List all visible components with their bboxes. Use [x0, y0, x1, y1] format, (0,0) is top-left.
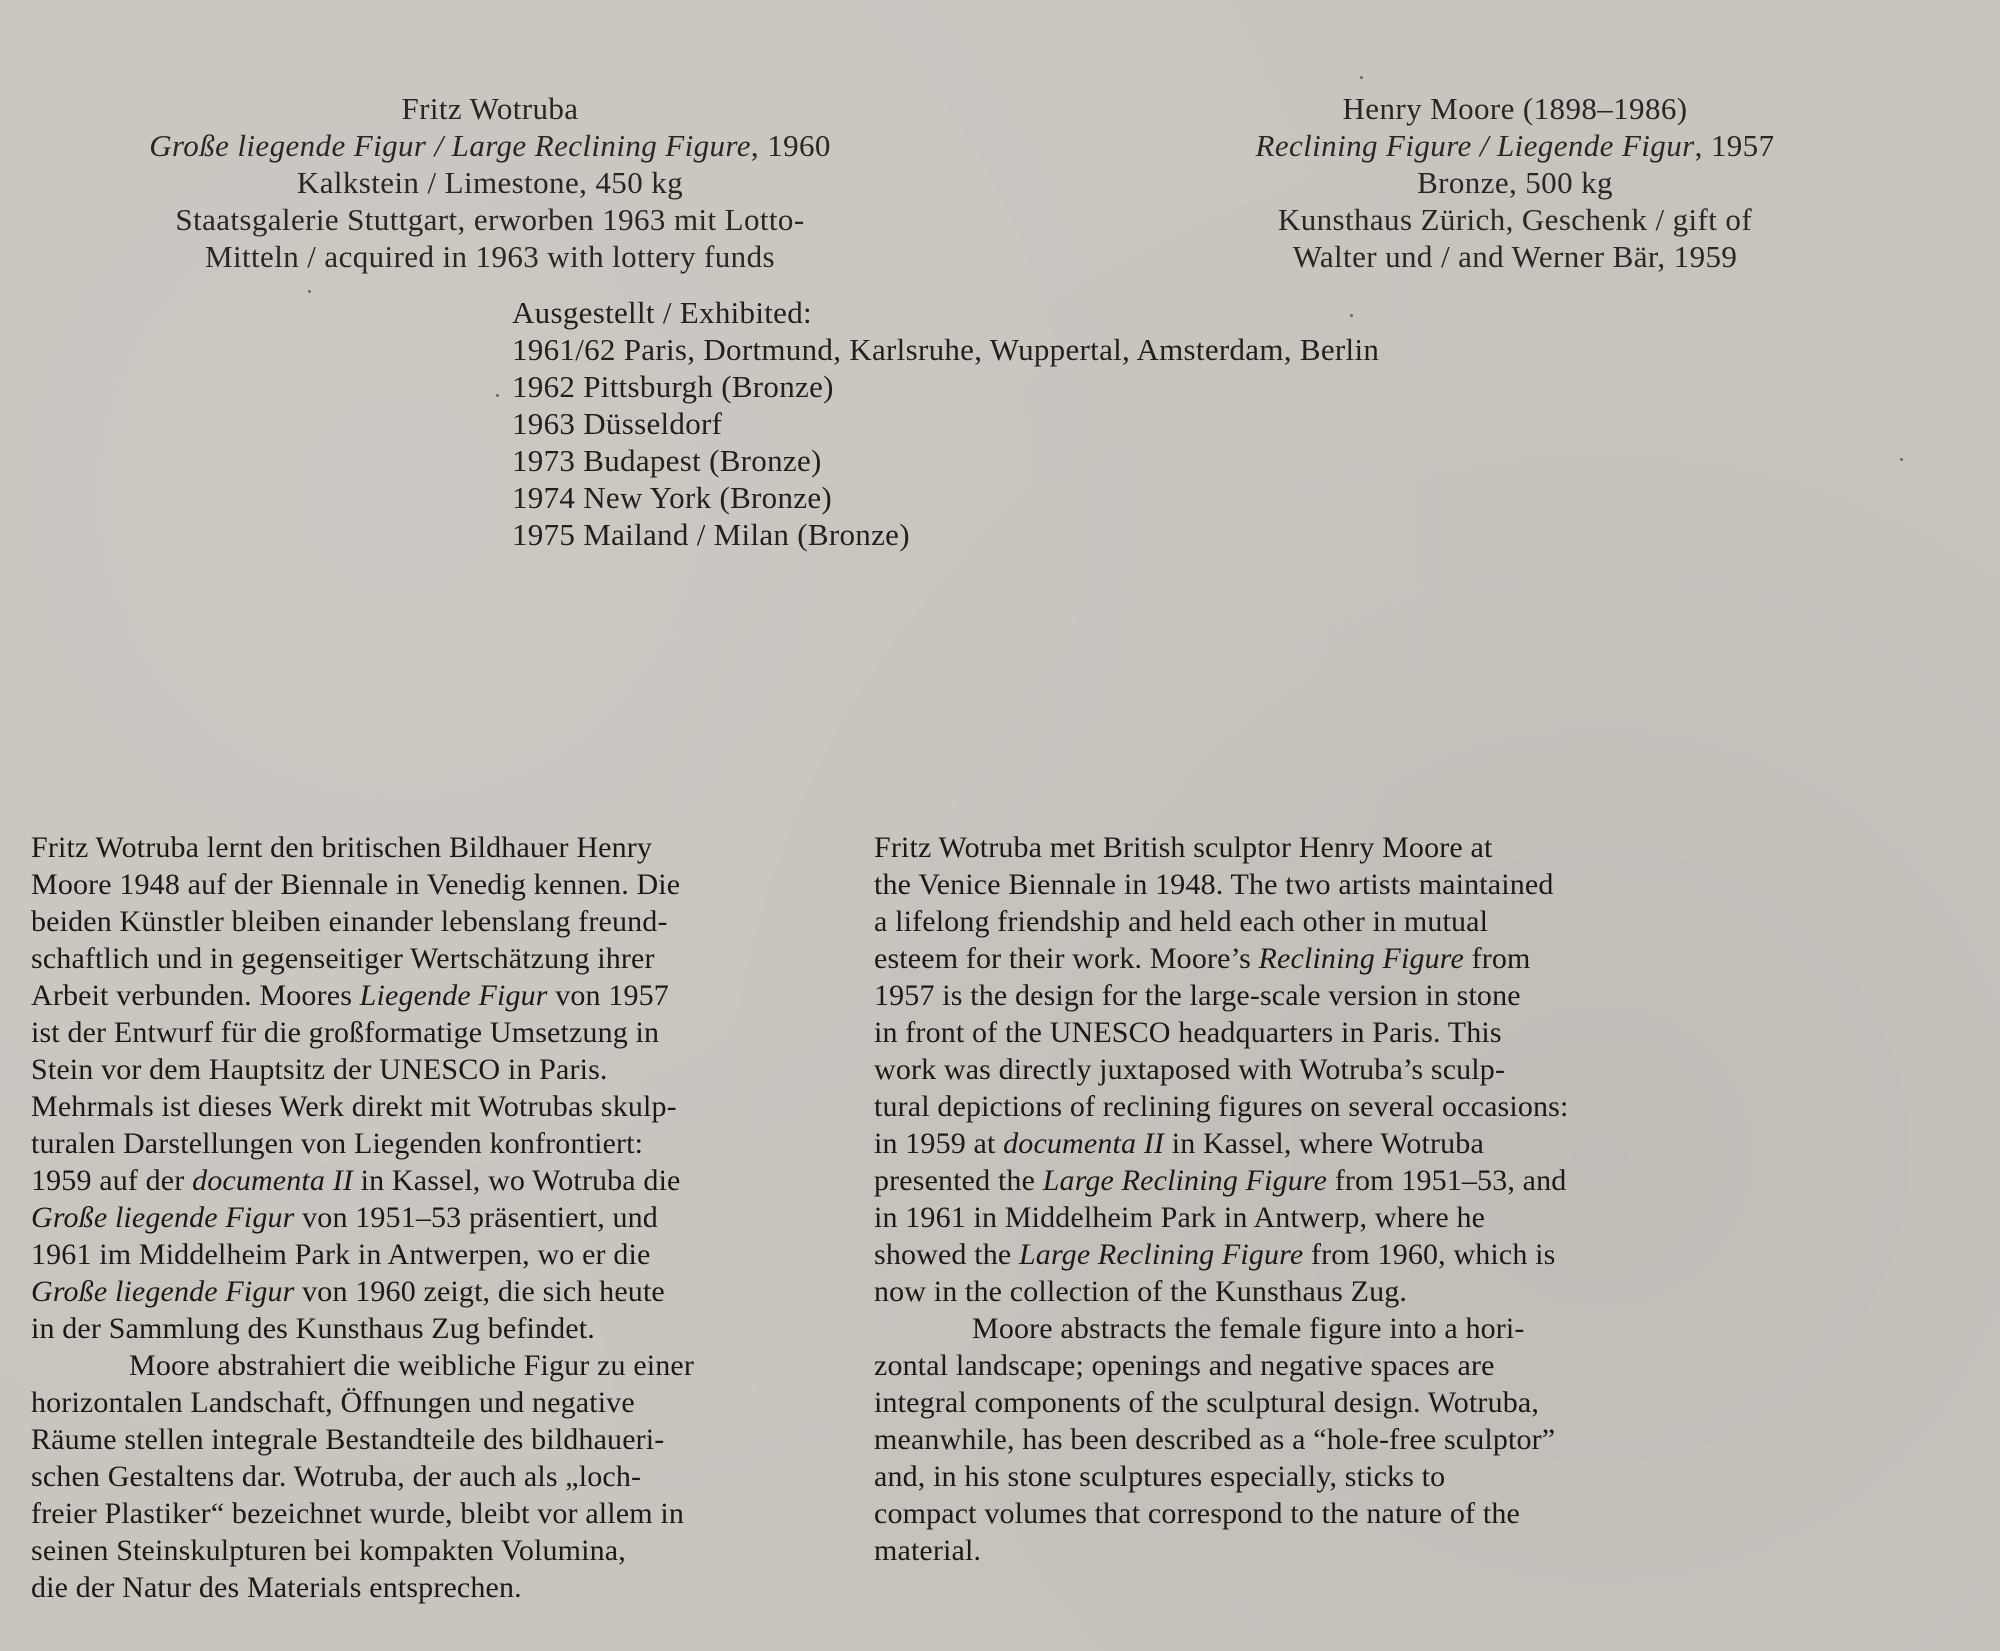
text-line: horizontalen Landschaft, Öffnungen und negative: [31, 1386, 635, 1419]
exhibition-list: [512, 294, 1379, 553]
artwork-title: Große liegende Figur: [31, 1275, 295, 1308]
artwork-title: Large Reclining Figure: [1042, 1164, 1328, 1197]
text-line: freier Plastiker“ bezeichnet wurde, bleibt vor allem in: [31, 1497, 684, 1530]
text-line: integral components of the sculptural design. Wotruba,: [874, 1386, 1539, 1419]
caption-year: , 1957: [1694, 128, 1775, 163]
text-line: and, in his stone sculptures especially, sticks to: [874, 1460, 1446, 1493]
text-column-german: [31, 829, 841, 1606]
text-column-english: [874, 829, 1694, 1569]
exhibition-entry: 1962 Pittsburgh (Bronze): [512, 369, 834, 404]
paper-speck: [308, 290, 311, 293]
text-run: esteem for their work. Moore’s: [874, 942, 1259, 975]
text-run: in Kassel, where Wotruba: [1164, 1127, 1484, 1160]
exhibition-title: documenta II: [192, 1164, 353, 1197]
caption-collection: Mitteln / acquired in 1963 with lottery funds: [205, 239, 775, 274]
text-line: [31, 977, 841, 1014]
text-line: now in the collection of the Kunsthaus Zug.: [874, 1275, 1408, 1308]
caption-year: , 1960: [750, 128, 831, 163]
text-run: in 1959 at: [874, 1127, 1004, 1160]
text-line: material.: [874, 1534, 982, 1567]
paper-speck: [1360, 76, 1363, 79]
caption-material: Kalkstein / Limestone, 450 kg: [296, 165, 684, 200]
caption-collection: Staatsgalerie Stuttgart, erworben 1963 mit Lotto-: [175, 202, 805, 237]
artwork-title: Liegende Figur: [359, 979, 548, 1012]
caption-collection: Walter und / and Werner Bär, 1959: [1292, 239, 1738, 274]
text-line: die der Natur des Materials entsprechen.: [31, 1571, 522, 1604]
text-line: work was directly juxtaposed with Wotruba’s sculp-: [874, 1053, 1506, 1086]
text-run: from: [1463, 942, 1531, 975]
caption-material: Bronze, 500 kg: [1417, 165, 1613, 200]
paragraph: [874, 1310, 1694, 1569]
text-line: the Venice Biennale in 1948. The two artists maintained: [874, 868, 1554, 901]
text-line: [31, 1273, 841, 1310]
text-run: showed the: [874, 1238, 1019, 1271]
text-line: meanwhile, has been described as a “hole-free sculptor”: [874, 1423, 1556, 1456]
text-run: from 1951–53, and: [1327, 1164, 1567, 1197]
text-line: [874, 1125, 1694, 1162]
text-line: a lifelong friendship and held each other in mutual: [874, 905, 1489, 938]
text-line: zontal landscape; openings and negative spaces are: [874, 1349, 1495, 1382]
text-line: [874, 940, 1694, 977]
exhibition-heading: Ausgestellt / Exhibited:: [512, 295, 812, 330]
text-run: 1959 auf der: [31, 1164, 193, 1197]
text-line: Mehrmals ist dieses Werk direkt mit Wotrubas skulp-: [31, 1090, 677, 1123]
text-run: Moore abstracts the female figure into a hori-: [972, 1312, 1525, 1345]
text-run: von 1960 zeigt, die sich heute: [294, 1275, 665, 1308]
text-line: in front of the UNESCO headquarters in Paris. This: [874, 1016, 1502, 1049]
caption-moore: [1170, 90, 1860, 275]
artwork-title: Große liegende Figur: [31, 1201, 295, 1234]
exhibition-entry: 1974 New York (Bronze): [512, 480, 833, 515]
caption-wotruba: [100, 90, 880, 275]
text-run: Moore abstrahiert die weibliche Figur zu einer: [129, 1349, 695, 1382]
caption-title: Reclining Figure / Liegende Figur: [1255, 128, 1695, 163]
text-line: seinen Steinskulpturen bei kompakten Volumina,: [31, 1534, 626, 1567]
text-run: presented the: [874, 1164, 1043, 1197]
text-line: [874, 1236, 1694, 1273]
text-line: schaftlich und in gegenseitiger Wertschätzung ihrer: [31, 942, 655, 975]
text-line: tural depictions of reclining figures on several occasions:: [874, 1090, 1569, 1123]
text-line: [31, 1347, 841, 1384]
caption-collection: Kunsthaus Zürich, Geschenk / gift of: [1277, 202, 1753, 237]
text-line: [874, 1162, 1694, 1199]
text-line: Stein vor dem Hauptsitz der UNESCO in Paris.: [31, 1053, 608, 1086]
paragraph: [31, 829, 841, 1347]
exhibition-entry: 1973 Budapest (Bronze): [512, 443, 822, 478]
text-run: from 1960, which is: [1303, 1238, 1556, 1271]
paper-speck: [1350, 314, 1353, 317]
paper-speck: [496, 394, 499, 397]
text-line: beiden Künstler bleiben einander lebenslang freund-: [31, 905, 668, 938]
paragraph: [31, 1347, 841, 1606]
text-line: turalen Darstellungen von Liegenden konfrontiert:: [31, 1127, 644, 1160]
text-run: in Kassel, wo Wotruba die: [352, 1164, 681, 1197]
caption-title-line: [1170, 127, 1860, 164]
text-run: von 1951–53 präsentiert, und: [294, 1201, 658, 1234]
exhibition-entry: 1975 Mailand / Milan (Bronze): [512, 517, 910, 552]
text-run: von 1957: [547, 979, 669, 1012]
exhibition-entry: 1961/62 Paris, Dortmund, Karlsruhe, Wuppertal, Amsterdam, Berlin: [512, 332, 1380, 367]
text-line: Räume stellen integrale Bestandteile des bildhaueri-: [31, 1423, 665, 1456]
text-line: 1961 im Middelheim Park in Antwerpen, wo er die: [31, 1238, 651, 1271]
text-line: Fritz Wotruba met British sculptor Henry Moore at: [874, 831, 1493, 864]
text-line: Moore 1948 auf der Biennale in Venedig kennen. Die: [31, 868, 681, 901]
text-line: [31, 1162, 841, 1199]
caption-title-line: [100, 127, 880, 164]
text-line: in 1961 in Middelheim Park in Antwerp, where he: [874, 1201, 1486, 1234]
text-line: [874, 1310, 1694, 1347]
artwork-title: Large Reclining Figure: [1018, 1238, 1304, 1271]
caption-artist: Fritz Wotruba: [401, 91, 579, 126]
text-run: Arbeit verbunden. Moores: [31, 979, 360, 1012]
text-line: Fritz Wotruba lernt den britischen Bildhauer Henry: [31, 831, 653, 864]
text-line: in der Sammlung des Kunsthaus Zug befindet.: [31, 1312, 595, 1345]
text-line: compact volumes that correspond to the nature of the: [874, 1497, 1520, 1530]
paper-speck: [1900, 458, 1903, 461]
exhibition-title: documenta II: [1003, 1127, 1165, 1160]
text-line: 1957 is the design for the large-scale version in stone: [874, 979, 1521, 1012]
text-line: ist der Entwurf für die großformatige Umsetzung in: [31, 1016, 660, 1049]
caption-artist: Henry Moore (1898–1986): [1342, 91, 1688, 126]
text-line: schen Gestaltens dar. Wotruba, der auch als „loch-: [31, 1460, 642, 1493]
caption-title: Große liegende Figur / Large Reclining Figure: [149, 128, 751, 163]
text-line: [31, 1199, 841, 1236]
exhibition-entry: 1963 Düsseldorf: [512, 406, 723, 441]
paragraph: [874, 829, 1694, 1310]
artwork-title: Reclining Figure: [1258, 942, 1464, 975]
